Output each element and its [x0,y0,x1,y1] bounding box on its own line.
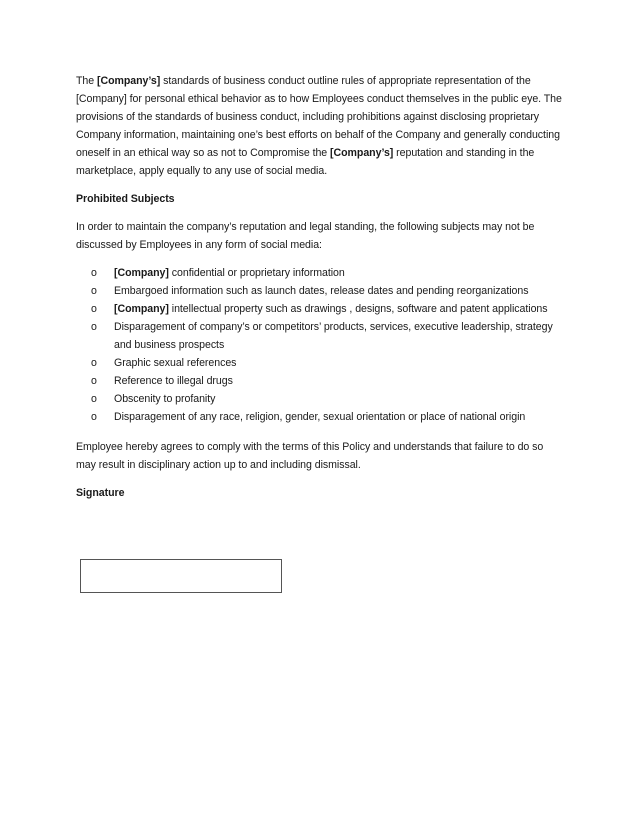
document-body [76,72,566,502]
prohibited-intro: In order to maintain the company’s reputation and legal standing, the following subjects may not be discussed by Employees in any form of social media: [76,221,535,251]
list-item [76,264,566,282]
item-text: Obscenity to profanity [114,393,216,405]
signature-box[interactable] [80,559,282,593]
company-placeholder: [Company’s] [330,147,394,159]
item-text: intellectual property such as drawings , designs, software and patent applications [168,303,548,315]
item-text: Graphic sexual references [114,357,237,369]
list-item [76,318,566,354]
agreement-paragraph: Employee hereby agrees to comply with the terms of this Policy and understands that failure to do so may result in disciplinary action up to and including dismissal. [76,441,544,471]
item-bold: [Company] [114,303,169,315]
bullet-marker: o [91,357,97,369]
intro-text-2: standards of business conduct outline rules of appropriate representation of the [Company] for personal ethical behavior as to how Employees conduct themselves in the public eye. The provisions of the standards of business conduct, including prohibitions against disclosing proprietary Company information, maintaining one’s best efforts on behalf of the Company and generally conducting oneself in an ethical way so as not to Compromise the [76,75,562,159]
item-bold: [Company] [114,267,169,279]
list-item [76,390,566,408]
intro-paragraph [76,72,566,180]
prohibited-subjects-heading: Prohibited Subjects [76,193,175,205]
company-placeholder: [Company’s] [97,75,161,87]
item-text: Disparagement of company’s or competitors’ products, services, executive leadership, strategy and business prospects [114,321,553,351]
bullet-marker: o [91,393,97,405]
prohibited-subjects-list [76,264,566,426]
bullet-marker: o [91,375,97,387]
signature-heading: Signature [76,487,125,499]
bullet-marker: o [91,321,97,333]
bullet-marker: o [91,285,97,297]
item-text: Embargoed information such as launch dates, release dates and pending reorganizations [114,285,529,297]
list-item [76,282,566,300]
intro-text-1: The [76,75,97,87]
list-item [76,354,566,372]
item-text: confidential or proprietary information [168,267,345,279]
intro-text-3: reputation and standing in the marketplace, apply equally to any use of social media. [76,147,535,177]
item-text: Reference to illegal drugs [114,375,233,387]
bullet-marker: o [91,411,97,423]
bullet-marker: o [91,267,97,279]
list-item [76,300,566,318]
bullet-marker: o [91,303,97,315]
list-item [76,372,566,390]
list-item [76,408,566,426]
item-text: Disparagement of any race, religion, gender, sexual orientation or place of national origin [114,411,526,423]
